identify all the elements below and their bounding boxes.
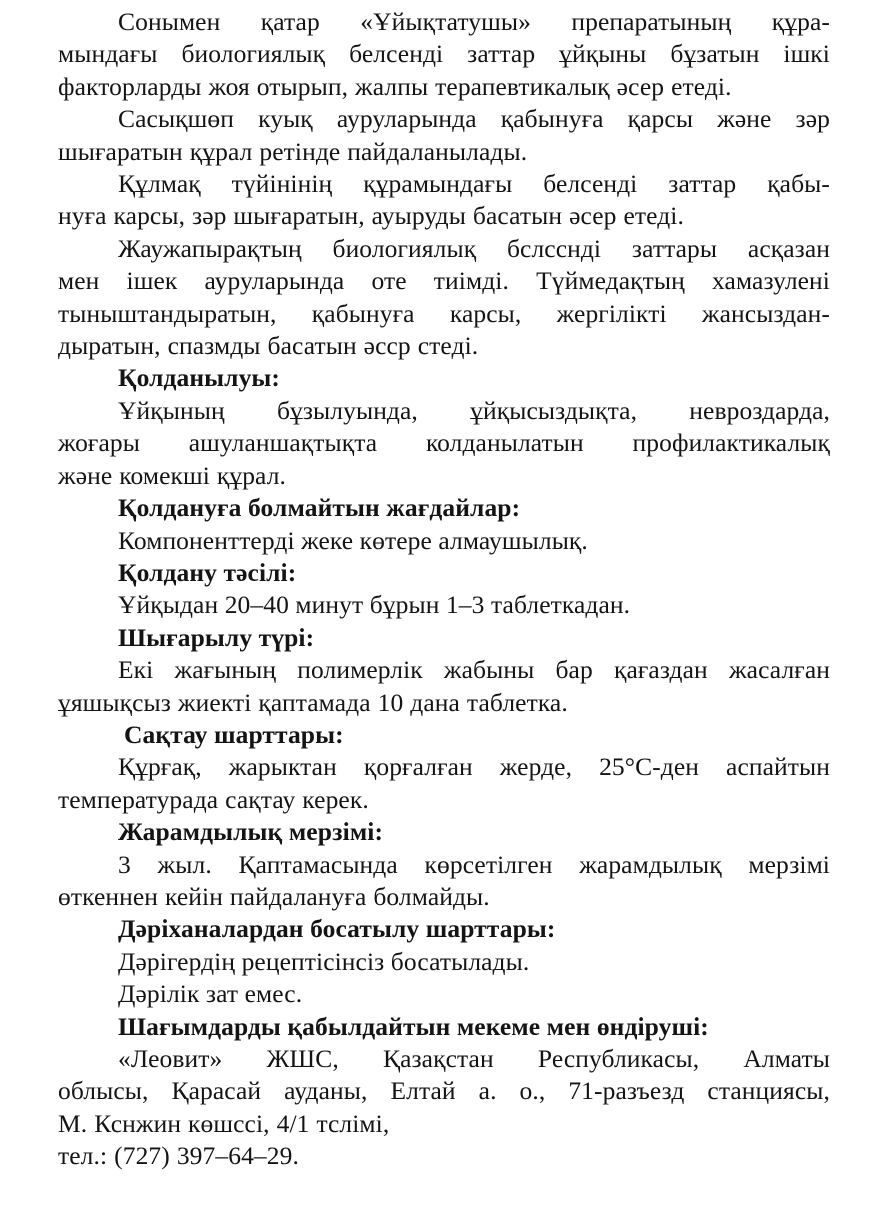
heading-dispensing: Дәріханалардан босатылу шарттары:: [118, 914, 556, 944]
heading-dosage: Қолдану тәсілі:: [118, 557, 297, 587]
text-line-phone: тел.: (727) 397–64–29.: [58, 1141, 299, 1171]
text-line: және комекші құрал.: [58, 460, 287, 490]
text-line: нуға карсы, зәр шығаратын, ауыруды басатын әсер етеді.: [58, 201, 684, 231]
text-line: Сасықшөп куық ауруларында қабынуға қарсы және зәр: [118, 104, 830, 134]
heading-contraindications: Қолдануға болмайтын жағдайлар:: [118, 493, 521, 523]
text-line: факторларды жоя отырып, жалпы терапевтикалық әсер етеді.: [58, 71, 732, 101]
heading-storage: Сақтау шарттары:: [124, 719, 344, 749]
text-line: өткеннен кейін пайдалануға болмайды.: [58, 881, 490, 911]
text-line: Ұйқының бұзылуында, ұйқысыздықта, невроздарда,: [118, 395, 830, 425]
text-line: Сонымен қатар «Ұйықтатушы» препаратының құра-: [118, 7, 830, 36]
paragraph-sonymen: [58, 6, 830, 103]
text-line: 3 жыл. Қаптамасында көрсетілген жарамдылық мерзімі: [118, 849, 830, 879]
text-line: Құрғақ, жарыктан қорғалған жерде, 25°С-ден аспайтын: [118, 752, 830, 782]
text-line: М. Кснжин көшссі, 4/1 тслімі,: [58, 1108, 390, 1138]
paragraph-koldanylui: [58, 395, 830, 492]
text-line: жоғары ашуланшақтықта колданылатын профилактикалық: [58, 428, 830, 458]
heading-manufacturer: Шағымдарды қабылдайтын мекеме мен өндіруші:: [118, 1011, 709, 1041]
document-body: [58, 0, 830, 1173]
paragraph-storage: [58, 751, 830, 816]
paragraph-kulmak: [58, 168, 830, 233]
heading-package-form: Шығарылу түрі:: [118, 622, 315, 652]
paragraph-sasykshop: [58, 103, 830, 168]
text-line: Құлмақ түйінінің құрамындағы белсенді заттар қабы-: [118, 169, 830, 199]
text-line: Екі жағының полимерлік жабыны бар қағаздан жасалған: [118, 655, 830, 685]
text-line: мен ішек ауруларында оте тиімді. Түймедақтың хамазулені: [58, 266, 830, 296]
text-line: температурада сақтау керек.: [58, 784, 369, 814]
text-line: Жаужапырақтың биологиялық бслсснді заттары асқазан: [118, 233, 830, 263]
paragraph-zhauzhapyrak: [58, 233, 830, 363]
text-line: тыныштандыратын, қабынуға карсы, жергілікті жансыздан-: [58, 298, 830, 328]
text-line: шығаратын құрал ретінде пайдаланылады.: [58, 136, 528, 166]
paragraph-dispensing-prescription: Дәрігердің рецептісінсіз босатылады.: [118, 946, 530, 976]
text-line: ұяшықсыз жиекті қаптамада 10 дана таблетка.: [58, 687, 568, 717]
text-line: мындағы биологиялық белсенді заттар ұйқыны бұзатын ішкі: [58, 39, 830, 69]
heading-koldanylui: Қолданылуы:: [118, 363, 281, 393]
paragraph-package-form: [58, 654, 830, 719]
paragraph-shelf-life: [58, 849, 830, 914]
paragraph-not-medicine: Дәрілік зат емес.: [118, 979, 303, 1009]
text-line: облысы, Қарасай ауданы, Елтай а. о., 71-разъезд станциясы,: [58, 1076, 830, 1106]
paragraph-contraindications: Компоненттерді жеке көтере алмаушылық.: [118, 525, 588, 555]
heading-shelf-life: Жарамдылық мерзімі:: [118, 817, 384, 847]
text-line: дыратын, спазмды басатын әсср стеді.: [58, 331, 479, 361]
paragraph-dosage: Ұйқыдан 20–40 минут бұрын 1–3 таблеткадан.: [118, 590, 631, 620]
paragraph-manufacturer: [58, 1043, 830, 1173]
text-line: «Леовит» ЖШС, Қазақстан Республикасы, Алматы: [118, 1044, 830, 1073]
